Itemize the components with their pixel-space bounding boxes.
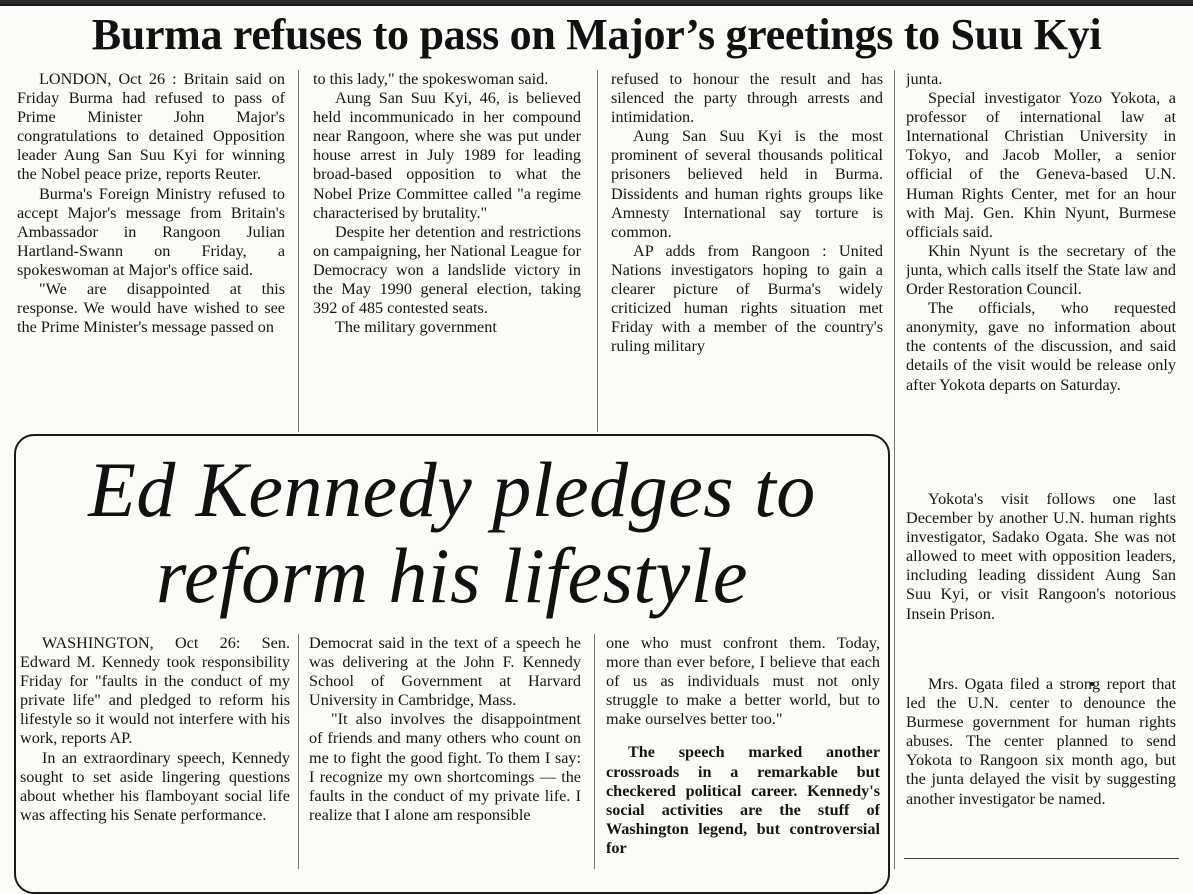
paragraph: Aung San Suu Kyi, 46, is believed held incommunicado in her compound near Rangoon, where she was put under house arrest in July 1989 for leading broad-based opposition to what the Nobel Prize Committee called "a regime characterised by brutality." — [313, 89, 581, 222]
paragraph: "It also involves the disappointment of friends and many others who count on me to fight the good fight. To them I say: I recognize my own shortcomings — the faults in the conduct of my private life. I realize that I alone am responsible — [309, 710, 581, 824]
column-divider — [894, 70, 895, 869]
paragraph: Despite her detention and restrictions on campaigning, her National League for Democracy won a landslide victory in the May 1990 general election, taking 392 of 485 contested seats. — [313, 222, 581, 318]
paragraph: WASHINGTON, Oct 26: Sen. Edward M. Kennedy took responsibility Friday for "faults in the conduct of my private life" and pledged to reform his lifestyle so it would not interfere with his work, reports AP. — [20, 634, 290, 748]
paragraph: Democrat said in the text of a speech he was delivering at the John F. Kennedy School of Government at Harvard University in Cambridge, Mass. — [309, 634, 581, 710]
kennedy-headline-line-2: reform his lifestyle — [155, 532, 749, 619]
paragraph: The officials, who requested anonymity, gave no information about the contents of the discussion, and said details of the visit would be release only after Yokota departs on Saturday. — [906, 299, 1176, 394]
kennedy-column-1 — [20, 634, 290, 869]
kennedy-column-3 — [606, 634, 880, 869]
column-divider — [298, 70, 299, 432]
burma-column-4-top — [906, 70, 1176, 470]
bottom-rule — [904, 858, 1179, 859]
paragraph: "We are disappointed at this response. We would have wished to see the Prime Minister's message passed on — [17, 280, 285, 337]
paragraph: In an extraordinary speech, Kennedy sought to set aside lingering questions about whether his flamboyant social life was affecting his Senate performance. — [20, 748, 290, 824]
paragraph: Khin Nyunt is the secretary of the junta, which calls itself the State law and Order Restoration Council. — [906, 241, 1176, 299]
paragraph: Mrs. Ogata filed a strong report that led the U.N. center to denounce the Burmese government for human rights abuses. The center planned to send Yokota to Rangoon six month ago, but the junta delayed the visit by suggesting another investigator be named. — [906, 675, 1176, 808]
paragraph: The military government — [335, 318, 497, 337]
column-divider — [594, 634, 595, 869]
burma-column-2 — [313, 70, 581, 432]
column-divider — [298, 634, 299, 869]
burma-column-4-bottom — [906, 675, 1176, 845]
paragraph: junta. — [906, 70, 943, 88]
paragraph: to this lady," the spokeswoman said. — [313, 70, 549, 88]
burma-column-4-mid — [906, 490, 1176, 660]
paragraph: The speech marked another crossroads in a remarkable but checkered political career. Kennedy's social activities are the stuff of Washington legend, but controversial for — [606, 743, 880, 857]
kennedy-column-2 — [309, 634, 581, 869]
burma-headline: Burma refuses to pass on Major’s greetings to Suu Kyi — [91, 10, 1102, 59]
paragraph: one who must confront them. Today, more than ever before, I believe that each of us as individuals must not only struggle to make a better world, but to make ourselves better too." — [606, 634, 880, 729]
paragraph: Burma's Foreign Ministry refused to accept Major's message from Britain's Ambassador in Rangoon Julian Hartland-Swann on Friday, a spokeswoman at Major's office said. — [17, 184, 285, 279]
paragraph: Special investigator Yozo Yokota, a professor of international law at International Christian University in Tokyo, and Jacob Moller, a senior official of the Geneva-based U.N. Human Rights Center, met for an hour with Maj. Gen. Khin Nyunt, Burmese officials said. — [906, 89, 1176, 241]
paragraph: refused to honour the result and has silenced the party through arrests and intimidation. — [611, 70, 883, 127]
burma-column-3 — [611, 70, 883, 432]
burma-column-1 — [17, 70, 285, 432]
kennedy-headline-line-1: Ed Kennedy pledges to — [88, 446, 816, 533]
column-divider — [597, 70, 598, 432]
paragraph: LONDON, Oct 26 : Britain said on Friday Burma had refused to pass of Prime Minister John Major's congratulations to detained Opposition leader Aung San Suu Kyi for winning the Nobel peace prize, reports Reuter. — [17, 70, 285, 184]
paragraph: AP adds from Rangoon : United Nations investigators hoping to gain a clearer picture of Burma's widely criticized human rights situation met Friday with a member of the country's ruling military — [611, 241, 883, 356]
paragraph: Aung San Suu Kyi is the most prominent of several thousands political prisoners believed held in Burma. Dissidents and human rights groups like Amnesty International say torture is common. — [611, 127, 883, 241]
paragraph: Yokota's visit follows one last December by another U.N. human rights investigator, Sadako Ogata. She was not allowed to meet with opposition leaders, including leading dissident Aung San Suu Kyi, or visit Rangoon's notorious Insein Prison. — [906, 490, 1176, 623]
